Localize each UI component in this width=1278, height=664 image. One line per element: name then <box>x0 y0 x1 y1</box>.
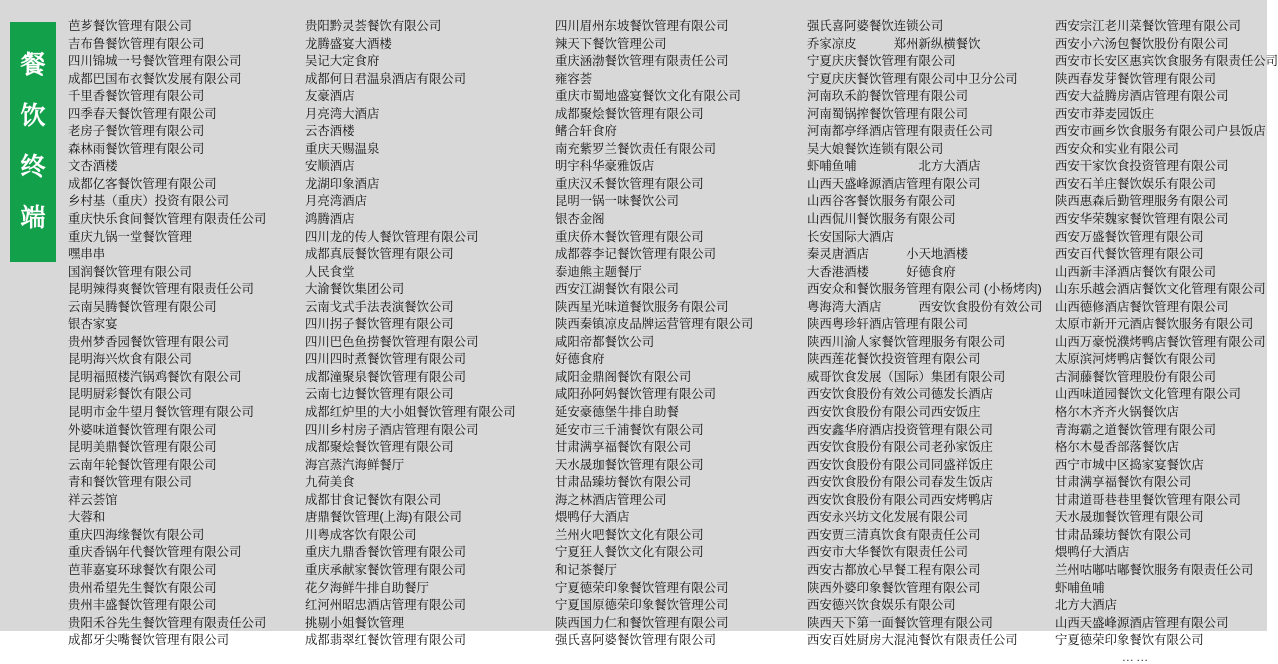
company-entry: 威哥饮食发展（国际）集团有限公司 <box>807 369 1006 384</box>
company-entry: 银杏金阁 <box>555 212 605 227</box>
company-entry: 甘肃满享福餐饮有限公司 <box>1055 475 1192 490</box>
company-entry: 森林雨餐饮管理有限公司 <box>68 141 205 156</box>
company-entry: 四季春天餐饮管理有限公司 <box>68 106 217 121</box>
company-entry: 强氏喜阿婆餐饮管理有限公司 <box>555 633 717 648</box>
company-entry: 重庆市蜀地盛宴餐饮文化有限公司 <box>555 89 741 104</box>
company-entry: 月亮湾酒店 <box>305 194 367 209</box>
company-entry: 粤海湾大酒店 西安饮食股份有效公司 <box>807 299 1043 314</box>
company-entry: 兰州咕嘟咕嘟餐饮服务有限责任公司 <box>1055 562 1254 577</box>
company-entry: 延安市三千浦餐饮有限公司 <box>555 422 704 437</box>
company-entry: 青海霸之道餐饮管理有限公司 <box>1055 422 1217 437</box>
company-entry: 宁夏国原德荣印象餐饮管理公司 <box>555 598 729 613</box>
company-entry: 乡村基（重庆）投资有限公司 <box>68 194 230 209</box>
company-column-2 <box>555 18 807 648</box>
company-entry: 成都巴国布衣餐饮发展有限公司 <box>68 71 242 86</box>
company-entry: 西安饮食股份有限公司老孙家饭庄 <box>807 440 993 455</box>
company-entry: 陕西粤珍轩酒店管理有限公司 <box>807 317 969 332</box>
company-entry: 格尔木齐齐火锅餐饮店 <box>1055 405 1179 420</box>
company-entry: 山西谷客餐饮服务有限公司 <box>807 194 956 209</box>
company-entry: 西安石羊庄餐饮娱乐有限公司 <box>1055 176 1217 191</box>
company-entry: 昆明一锅一味餐饮公司 <box>555 194 679 209</box>
company-entry: 西安德兴饮食娱乐有限公司 <box>807 598 956 613</box>
company-entry: 外婆味道餐饮管理有限公司 <box>68 422 217 437</box>
company-entry: 山西德修酒店餐饮管理有限公司 <box>1055 299 1229 314</box>
company-entry: 重庆九鼎香餐饮管理有限公司 <box>305 545 467 560</box>
company-entry: 陕西莲花餐饮投资管理有限公司 <box>807 352 981 367</box>
company-entry: 重庆天赐温泉 <box>305 141 380 156</box>
company-entry: 红河州昭忠酒店管理有限公司 <box>305 598 467 613</box>
company-entry: 雍容荟 <box>555 71 593 86</box>
company-column-4 <box>1055 18 1278 664</box>
company-entry: 芭芗餐饮管理有限公司 <box>68 19 192 33</box>
company-entry: 安顺酒店 <box>305 159 355 174</box>
company-entry: 甘肃品臻坊餐饮有限公司 <box>555 475 692 490</box>
side-label-char-3: 端 <box>20 203 46 232</box>
company-entry: 西安市长安区惠宾饮食服务有限责任公司 <box>1055 54 1278 69</box>
company-entry: 银杏家宴 <box>68 317 118 332</box>
company-entry: 昆明市金牛望月餐饮管理有限公司 <box>68 405 254 420</box>
company-entry: 成都亿客餐饮管理有限公司 <box>68 176 217 191</box>
company-entry: 和记茶餐厅 <box>555 562 617 577</box>
company-entry: 咸阳帝都餐饮公司 <box>555 334 655 349</box>
company-entry: 西安宗江老川菜餐饮管理有限公司 <box>1055 19 1241 33</box>
company-entry: 重庆香锅年代餐饮管理有限公司 <box>68 545 242 560</box>
company-entry: 西安万盛餐饮管理有限公司 <box>1055 229 1204 244</box>
company-entry: 成都甘食记餐饮有限公司 <box>305 492 442 507</box>
company-entry: 西安众和实业有限公司 <box>1055 141 1179 156</box>
company-entry: 天水晟珈餐饮管理有限公司 <box>1055 510 1204 525</box>
company-entry: 西安华荣魏家餐饮管理有限公司 <box>1055 212 1229 227</box>
company-entry: 天水晟珈餐饮管理有限公司 <box>555 457 704 472</box>
company-entry: 重庆侨木餐饮管理有限公司 <box>555 229 704 244</box>
company-entry: 芭菲嘉宴环球餐饮有限公司 <box>68 562 217 577</box>
company-entry: 陕西秦镇凉皮品牌运营管理有限公司 <box>555 317 754 332</box>
company-entry: 河南玖禾韵餐饮管理有限公司 <box>807 89 969 104</box>
company-entry: 宁夏庆庆餐饮管理有限公司 <box>807 54 956 69</box>
company-entry: 西安饮食股份有效公司德发长酒店 <box>807 387 993 402</box>
company-entry: 重庆承献家餐饮管理有限公司 <box>305 562 467 577</box>
company-entry: 重庆九锅一堂餐饮管理 <box>68 229 192 244</box>
company-entry: 西安百姓厨房大混沌餐饮有限责任公司 <box>807 633 1018 648</box>
company-entry: 成都聚烩餐饮管理有限公司 <box>305 440 454 455</box>
company-entry: 太原市新开元酒店餐饮服务有限公司 <box>1055 317 1254 332</box>
company-entry: 贵州梦香园餐饮管理有限公司 <box>68 334 230 349</box>
company-entry: 吴大娘餐饮连锁有限公司 <box>807 141 944 156</box>
company-entry: 贵阳黔灵荟餐饮有限公司 <box>305 19 442 33</box>
company-entry: 千里香餐饮管理有限公司 <box>68 89 205 104</box>
company-entry: 四川乡村房子酒店管理有限公司 <box>305 422 479 437</box>
company-entry: 西安大益腾房酒店管理有限公司 <box>1055 89 1229 104</box>
company-entry: 西安贾三清真饮食有限责任公司 <box>807 527 981 542</box>
company-entry: 唐鼎餐饮管理(上海)有限公司 <box>305 510 462 525</box>
company-entry: 南充紫罗兰餐饮责任有限公司 <box>555 141 717 156</box>
side-label-char-1: 饮 <box>20 101 46 130</box>
company-entry: 西安鑫华府酒店投资管理有限公司 <box>807 422 993 437</box>
company-entry: 陕西外婆印象餐饮管理有限公司 <box>807 580 981 595</box>
company-entry: 成都真辰餐饮管理有限公司 <box>305 247 454 262</box>
company-entry: 甘肃品臻坊餐饮有限公司 <box>1055 527 1192 542</box>
company-entry: 云杏酒楼 <box>305 124 355 139</box>
company-entry: 长安国际大酒店 <box>807 229 894 244</box>
company-column-0 <box>68 18 305 648</box>
company-entry: 山西天盛峰源酒店管理有限公司 <box>1055 615 1229 630</box>
company-entry: 好德食府 <box>555 352 605 367</box>
company-entry: 古洞藤餐饮管理股份有限公司 <box>1055 369 1217 384</box>
side-label-char-0: 餐 <box>20 50 46 79</box>
company-list-columns <box>68 18 1278 664</box>
company-entry: 山西新丰泽酒店餐饮有限公司 <box>1055 264 1217 279</box>
company-entry: 昆明厨彩餐饮有限公司 <box>68 387 192 402</box>
company-entry: 西安百代餐饮管理有限公司 <box>1055 247 1204 262</box>
company-entry: 四川锦城一号餐饮管理有限公司 <box>68 54 242 69</box>
company-entry: 海宫蒸汽海鲜餐厅 <box>305 457 405 472</box>
company-entry: 成都潼聚泉餐饮管理有限公司 <box>305 369 467 384</box>
company-entry: 四川眉州东坡餐饮管理有限公司 <box>555 19 729 33</box>
company-entry: 陕西国力仁和餐饮管理有限公司 <box>555 615 729 630</box>
company-entry: 西安饮食股份有限公司西安饭庄 <box>807 405 981 420</box>
company-entry: 九荷美食 <box>305 475 355 490</box>
company-entry: 西安饮食股份有限公司春发生饭店 <box>807 475 993 490</box>
company-entry: 昆明福照楼汽锅鸡餐饮有限公司 <box>68 369 242 384</box>
company-entry: 宁夏庆庆餐饮管理有限公司中卫分公司 <box>807 71 1018 86</box>
company-entry: 四川巴色鱼捞餐饮管理有限公司 <box>305 334 479 349</box>
company-entry: 北方大酒店 <box>1055 598 1117 613</box>
company-entry: 重庆快乐食间餐饮管理有限责任公司 <box>68 212 267 227</box>
company-entry: 挑剔小姐餐饮管理 <box>305 615 405 630</box>
company-entry: 甘肃满享福餐饮有限公司 <box>555 440 692 455</box>
company-entry: 乔家凉皮 郑州新纵横餐饮 <box>807 36 981 51</box>
company-entry: 陕西惠森后勤管理服务有限公司 <box>1055 194 1229 209</box>
company-entry: 重庆汉禾餐饮管理有限公司 <box>555 176 704 191</box>
side-label-catering-terminal <box>10 22 56 262</box>
company-entry: 山东乐越会酒店餐饮文化管理有限公司 <box>1055 282 1266 297</box>
company-entry: 云南年轮餐饮管理有限公司 <box>68 457 217 472</box>
company-entry: 宁夏德荣印象餐饮有限公司 <box>1055 633 1204 648</box>
company-entry: 贵阳禾谷先生餐饮管理有限责任公司 <box>68 615 267 630</box>
company-entry: 花夕海鲜牛排自助餐厅 <box>305 580 429 595</box>
company-entry: 虾哺鱼哺 北方大酒店 <box>807 159 981 174</box>
company-entry: 四川四时煮餐饮管理有限公司 <box>305 352 467 367</box>
company-entry: 太原滨河烤鸭店餐饮有限公司 <box>1055 352 1217 367</box>
company-entry: 咸阳孙阿妈餐饮管理有限公司 <box>555 387 717 402</box>
company-entry: 贵州希望先生餐饮有限公司 <box>68 580 217 595</box>
company-entry: 西安饮食股份有限公司同盛祥饭庄 <box>807 457 993 472</box>
company-entry: 大蓉和 <box>68 510 106 525</box>
company-column-1 <box>305 18 555 648</box>
company-entry: 文杏酒楼 <box>68 159 118 174</box>
company-entry: 吉布鲁餐饮管理有限公司 <box>68 36 205 51</box>
company-entry: 西安干家饮食投资管理有限公司 <box>1055 159 1229 174</box>
company-entry: 兰州火吧餐饮文化有限公司 <box>555 527 704 542</box>
company-entry: 泰迪熊主题餐厅 <box>555 264 642 279</box>
company-entry: 西安市大华餐饮有限责任公司 <box>807 545 969 560</box>
company-entry: 山西万豪悦濮烤鸭店餐饮管理有限公司 <box>1055 334 1266 349</box>
company-entry: 辣天下餐饮管理公司 <box>555 36 667 51</box>
company-entry: 虾哺鱼哺 <box>1055 580 1105 595</box>
company-entry: 西安江湖餐饮有限公司 <box>555 282 679 297</box>
company-entry: 山西味道园餐饮文化管理有限公司 <box>1055 387 1241 402</box>
company-entry: 云南七边餐饮管理有限公司 <box>305 387 454 402</box>
company-entry: 成都聚烩餐饮管理有限公司 <box>555 106 704 121</box>
company-entry: 西安永兴坊文化发展有限公司 <box>807 510 969 525</box>
company-entry: 强氏喜阿婆餐饮连锁公司 <box>807 19 944 33</box>
company-entry: 青和餐饮管理有限公司 <box>68 475 192 490</box>
company-entry: 陕西星光味道餐饮服务有限公司 <box>555 299 729 314</box>
company-entry: 祥云荟馆 <box>68 492 118 507</box>
company-entry: 鸿腾酒店 <box>305 212 355 227</box>
company-entry: 宁夏狂人餐饮文化有限公司 <box>555 545 704 560</box>
company-entry: 西安市画乡饮食服务有限公司户县饭店 <box>1055 124 1266 139</box>
company-entry: 西安饮食股份有限公司西安烤鸭店 <box>807 492 993 507</box>
company-entry: 河南都亭绎酒店管理有限责任公司 <box>807 124 993 139</box>
company-entry: 云南戈式手法表演餐饮公司 <box>305 299 454 314</box>
company-entry: 大香港酒楼 好德食府 <box>807 264 956 279</box>
company-entry: 嘿串串 <box>68 247 106 262</box>
company-entry: 大渝餐饮集团公司 <box>305 282 405 297</box>
company-entry: 煨鸭仔大酒店 <box>555 510 630 525</box>
company-entry: 友豪酒店 <box>305 89 355 104</box>
company-entry: 咸阳金鼎阁餐饮有限公司 <box>555 369 692 384</box>
company-entry: 龙湖印象酒店 <box>305 176 380 191</box>
company-entry: 四川拐子餐饮管理有限公司 <box>305 317 454 332</box>
company-entry: 甘肃道哥巷巷里餐饮管理有限公司 <box>1055 492 1241 507</box>
company-entry: 贵州丰盛餐饮管理有限公司 <box>68 598 217 613</box>
list-continues-ellipsis: …… <box>1121 649 1151 664</box>
company-entry: 陕西天下第一面餐饮管理有限公司 <box>807 615 993 630</box>
company-entry: 昆明海兴炊食有限公司 <box>68 352 192 367</box>
company-entry: 成都蓉李记餐饮管理有限公司 <box>555 247 717 262</box>
company-entry: 宁夏德荣印象餐饮管理有限公司 <box>555 580 729 595</box>
company-entry: 老房子餐饮管理有限公司 <box>68 124 205 139</box>
company-entry: 延安豪德堡牛排自助餐 <box>555 405 679 420</box>
company-entry: 山西天盛峰源酒店管理有限公司 <box>807 176 981 191</box>
company-entry: 格尔木曼香部落餐饮店 <box>1055 440 1179 455</box>
company-entry: 龙腾盛宴大酒楼 <box>305 36 392 51</box>
side-label-char-2: 终 <box>20 152 46 181</box>
company-entry: 国润餐饮管理有限公司 <box>68 264 192 279</box>
company-entry: 月亮湾大酒店 <box>305 106 380 121</box>
company-entry: 西安市莽麦园饭庄 <box>1055 106 1155 121</box>
company-entry: 西宁市城中区捣家宴餐饮店 <box>1055 457 1204 472</box>
company-entry: 昆明美鼎餐饮管理有限公司 <box>68 440 217 455</box>
company-entry: 重庆四海缘餐饮有限公司 <box>68 527 205 542</box>
company-entry: 成都翡翠红餐饮管理有限公司 <box>305 633 467 648</box>
company-entry: 成都红炉里的大小姐餐饮管理有限公司 <box>305 405 516 420</box>
company-entry: 成都牙尖嘴餐饮管理有限公司 <box>68 633 230 648</box>
company-entry: 山西侃川餐饮服务有限公司 <box>807 212 956 227</box>
company-entry: 海之林酒店管理公司 <box>555 492 667 507</box>
company-entry: 成都何日君温泉酒店有限公司 <box>305 71 467 86</box>
company-entry: 西安小六汤包餐饮股份有限公司 <box>1055 36 1229 51</box>
company-entry: 人民食堂 <box>305 264 355 279</box>
company-entry: 秦灵唐酒店 小天地酒楼 <box>807 247 969 262</box>
company-entry: 吴记大定食府 <box>305 54 380 69</box>
company-entry: 明宇科华豪雅饭店 <box>555 159 655 174</box>
company-entry: 昆明辣得爽餐饮管理有限责任公司 <box>68 282 254 297</box>
company-entry: 陕西春发芽餐饮管理有限公司 <box>1055 71 1217 86</box>
company-entry: 陕西川渝人家餐饮管理服务有限公司 <box>807 334 1006 349</box>
company-entry: 河南蜀锅搾餐饮管理有限公司 <box>807 106 969 121</box>
company-entry: 煨鸭仔大酒店 <box>1055 545 1130 560</box>
company-entry: 鳍合轩食府 <box>555 124 617 139</box>
company-entry: 西安古都放心早餐工程有限公司 <box>807 562 981 577</box>
company-entry: 川粤成客饮有限公司 <box>305 527 417 542</box>
company-column-3 <box>807 18 1055 648</box>
company-entry: 四川龙的传人餐饮管理有限公司 <box>305 229 479 244</box>
company-entry: 云南吴腾餐饮管理有限公司 <box>68 299 217 314</box>
company-entry: 重庆涵渤餐饮管理有限责任公司 <box>555 54 729 69</box>
company-entry: 西安众和餐饮服务管理有限公司 (小杨烤肉) <box>807 282 1042 297</box>
